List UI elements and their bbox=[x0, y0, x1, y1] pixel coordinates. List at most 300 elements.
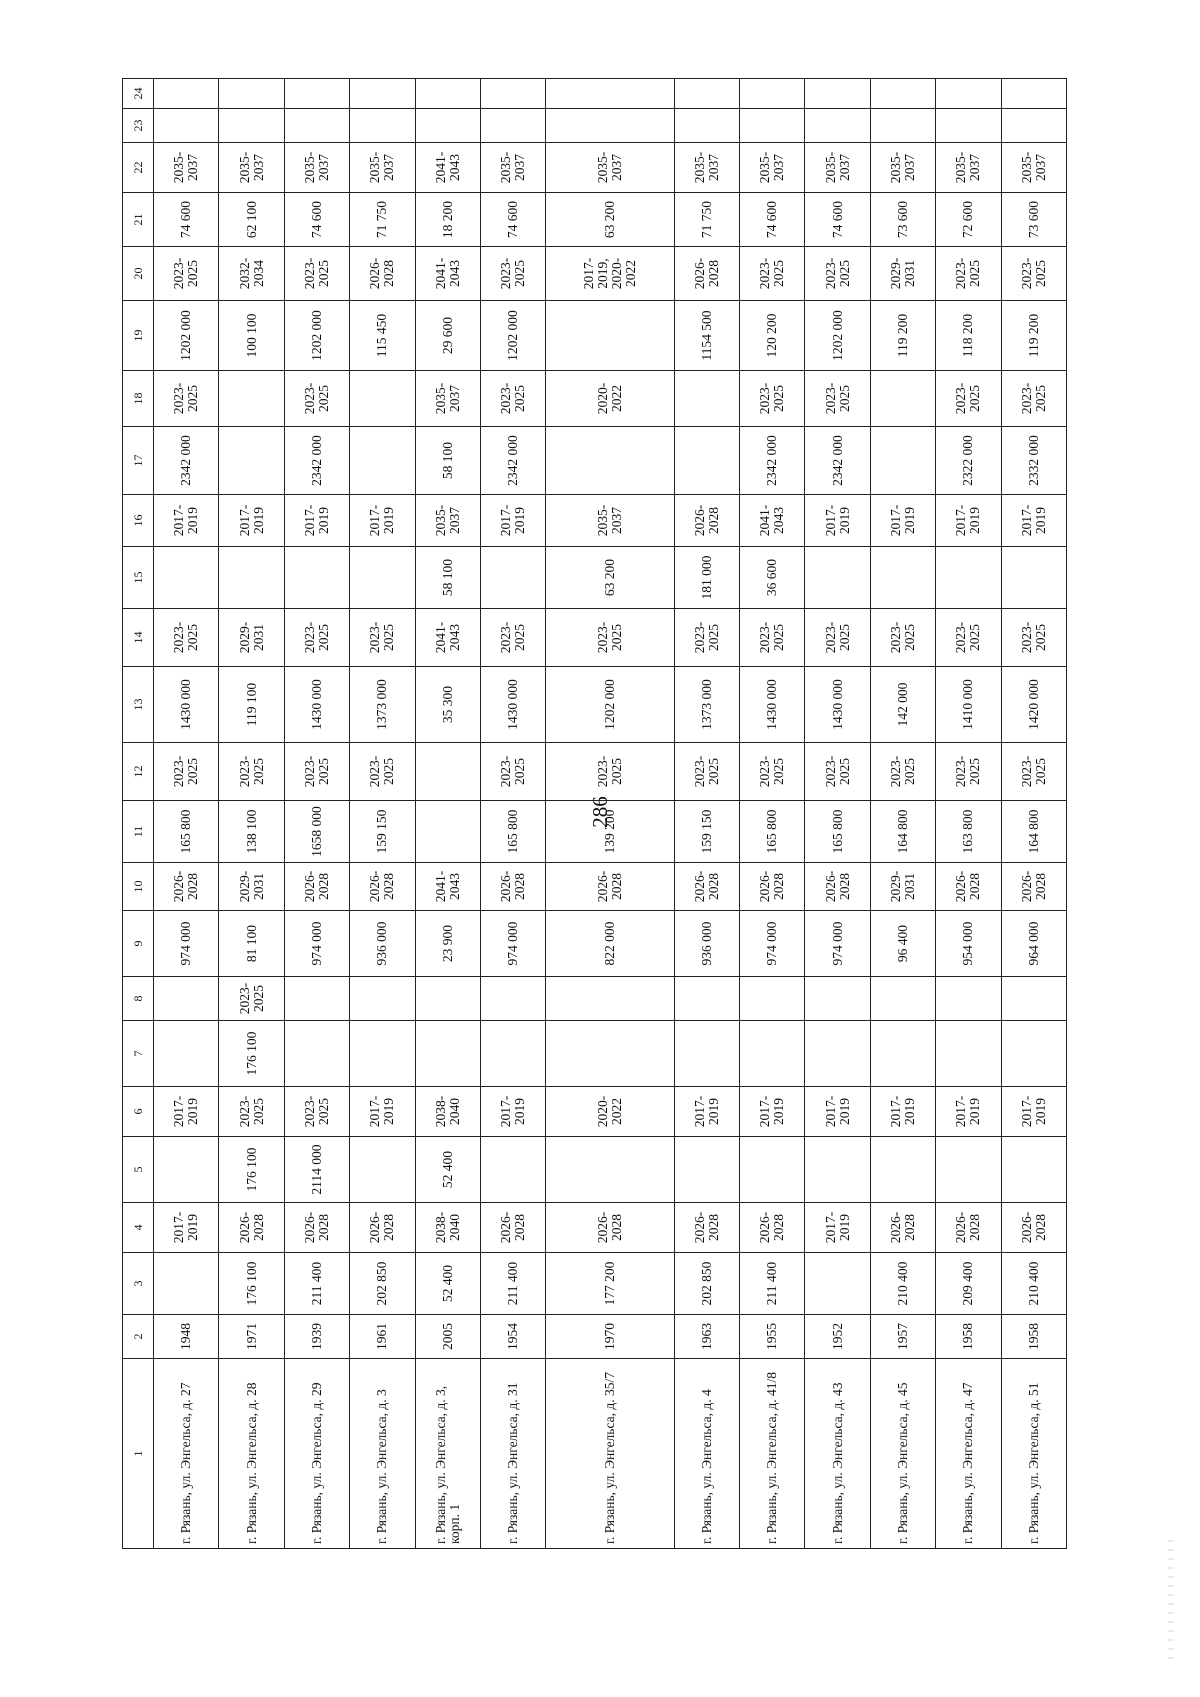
table-cell: 2023-2025 bbox=[674, 743, 739, 801]
table-cell: 2026-2028 bbox=[154, 863, 219, 911]
table-cell: 2038-2040 bbox=[415, 1087, 480, 1137]
table-cell bbox=[219, 427, 284, 495]
table-cell: 210 400 bbox=[1001, 1253, 1066, 1315]
build-year-cell: 1971 bbox=[219, 1315, 284, 1359]
address-cell: г. Рязань, ул. Энгельса, д. 47 bbox=[936, 1359, 1001, 1549]
column-number-19: 19 bbox=[123, 301, 154, 371]
table-cell bbox=[415, 801, 480, 863]
build-year-cell: 1939 bbox=[284, 1315, 349, 1359]
table-cell: 58 100 bbox=[415, 427, 480, 495]
table-cell bbox=[415, 79, 480, 109]
address-cell: г. Рязань, ул. Энгельса, д. 29 bbox=[284, 1359, 349, 1549]
table-cell bbox=[219, 547, 284, 609]
table-cell: 1420 000 bbox=[1001, 667, 1066, 743]
table-cell bbox=[674, 427, 739, 495]
table-row bbox=[674, 79, 739, 1549]
table-cell: 2023-2025 bbox=[480, 743, 545, 801]
table-row bbox=[219, 79, 284, 1549]
table-cell: 2023-2025 bbox=[284, 609, 349, 667]
table-row bbox=[870, 79, 935, 1549]
table-cell bbox=[480, 547, 545, 609]
table-cell bbox=[284, 547, 349, 609]
table-cell bbox=[870, 371, 935, 427]
column-number-13: 13 bbox=[123, 667, 154, 743]
table-cell: 2017-2019 bbox=[674, 1087, 739, 1137]
table-cell: 2023-2025 bbox=[870, 743, 935, 801]
table-row bbox=[805, 79, 870, 1549]
table-row bbox=[480, 79, 545, 1549]
column-number-6: 6 bbox=[123, 1087, 154, 1137]
table-cell: 2017-2019 bbox=[284, 495, 349, 547]
table-cell: 2017-2019 bbox=[480, 1087, 545, 1137]
table-cell: 2023-2025 bbox=[350, 743, 415, 801]
table-cell bbox=[415, 743, 480, 801]
table-cell: 2017-2019 bbox=[154, 1087, 219, 1137]
table-row bbox=[415, 79, 480, 1549]
table-cell: 2026-2028 bbox=[740, 863, 805, 911]
table-cell: 2114 000 bbox=[284, 1137, 349, 1203]
table-cell bbox=[154, 1137, 219, 1203]
table-cell: 2023-2025 bbox=[154, 247, 219, 301]
table-cell bbox=[154, 977, 219, 1021]
table-cell: 2023-2025 bbox=[154, 743, 219, 801]
table-cell: 2023-2025 bbox=[154, 371, 219, 427]
table-cell: 1430 000 bbox=[284, 667, 349, 743]
table-cell: 2026-2028 bbox=[546, 863, 674, 911]
table-cell bbox=[350, 977, 415, 1021]
table-cell: 2023-2025 bbox=[936, 371, 1001, 427]
column-number-16: 16 bbox=[123, 495, 154, 547]
table-cell bbox=[674, 371, 739, 427]
table-cell: 63 200 bbox=[546, 193, 674, 247]
table-cell: 29 600 bbox=[415, 301, 480, 371]
table-cell bbox=[219, 109, 284, 143]
table-cell: 164 800 bbox=[870, 801, 935, 863]
table-cell: 2342 000 bbox=[740, 427, 805, 495]
table-row bbox=[284, 79, 349, 1549]
table-cell bbox=[415, 1021, 480, 1087]
column-number-3: 3 bbox=[123, 1253, 154, 1315]
table-cell: 2020-2022 bbox=[546, 371, 674, 427]
table-row bbox=[154, 79, 219, 1549]
table-cell bbox=[284, 109, 349, 143]
table-cell: 2023-2025 bbox=[1001, 609, 1066, 667]
table-cell: 2035-2037 bbox=[805, 143, 870, 193]
column-number-23: 23 bbox=[123, 109, 154, 143]
table-row bbox=[936, 79, 1001, 1549]
table-cell: 2023-2025 bbox=[740, 743, 805, 801]
table-cell: 964 000 bbox=[1001, 911, 1066, 977]
table-cell: 62 100 bbox=[219, 193, 284, 247]
table-cell: 974 000 bbox=[740, 911, 805, 977]
column-number-15: 15 bbox=[123, 547, 154, 609]
table-cell bbox=[936, 1137, 1001, 1203]
page-number: 286 bbox=[588, 796, 612, 828]
address-cell: г. Рязань, ул. Энгельса, д. 43 bbox=[805, 1359, 870, 1549]
table-cell bbox=[740, 109, 805, 143]
scan-artifact bbox=[1168, 1540, 1174, 1660]
table-cell: 176 100 bbox=[219, 1137, 284, 1203]
build-year-cell: 1961 bbox=[350, 1315, 415, 1359]
column-number-10: 10 bbox=[123, 863, 154, 911]
table-cell: 2017-2019 bbox=[936, 1087, 1001, 1137]
table-cell: 2035-2037 bbox=[1001, 143, 1066, 193]
address-cell: г. Рязань, ул. Энгельса, д. 3, корп. 1 bbox=[415, 1359, 480, 1549]
table-cell: 1430 000 bbox=[740, 667, 805, 743]
table-cell: 2023-2025 bbox=[1001, 743, 1066, 801]
table-cell: 2035-2037 bbox=[350, 143, 415, 193]
table-cell bbox=[350, 371, 415, 427]
table-cell: 2026-2028 bbox=[219, 1203, 284, 1253]
table-cell: 176 100 bbox=[219, 1021, 284, 1087]
table-cell bbox=[870, 79, 935, 109]
table-cell: 2023-2025 bbox=[350, 609, 415, 667]
table-cell: 1202 000 bbox=[805, 301, 870, 371]
table-cell: 1658 000 bbox=[284, 801, 349, 863]
table-cell: 2023-2025 bbox=[284, 743, 349, 801]
table-cell bbox=[870, 977, 935, 1021]
table-cell: 2017-2019 bbox=[480, 495, 545, 547]
table-cell: 71 750 bbox=[674, 193, 739, 247]
table-cell: 2017-2019 bbox=[805, 1203, 870, 1253]
table-cell bbox=[805, 1253, 870, 1315]
table-cell: 2026-2028 bbox=[870, 1203, 935, 1253]
table-cell: 2017-2019 bbox=[350, 495, 415, 547]
table-cell bbox=[936, 109, 1001, 143]
table-cell: 181 000 bbox=[674, 547, 739, 609]
column-number-17: 17 bbox=[123, 427, 154, 495]
table-cell: 96 400 bbox=[870, 911, 935, 977]
table-cell bbox=[674, 109, 739, 143]
table-cell: 2023-2025 bbox=[936, 743, 1001, 801]
build-year-cell: 1958 bbox=[936, 1315, 1001, 1359]
table-cell: 2026-2028 bbox=[1001, 1203, 1066, 1253]
table-cell: 211 400 bbox=[480, 1253, 545, 1315]
table-cell: 2041-2043 bbox=[415, 247, 480, 301]
table-cell: 73 600 bbox=[870, 193, 935, 247]
table-cell: 23 900 bbox=[415, 911, 480, 977]
table-cell: 2023-2025 bbox=[546, 743, 674, 801]
table-cell bbox=[805, 109, 870, 143]
table-cell bbox=[350, 1021, 415, 1087]
table-cell: 18 200 bbox=[415, 193, 480, 247]
table-cell: 1430 000 bbox=[805, 667, 870, 743]
table-cell: 2035-2037 bbox=[870, 143, 935, 193]
table-cell: 2035-2037 bbox=[219, 143, 284, 193]
build-year-cell: 1963 bbox=[674, 1315, 739, 1359]
table-cell: 2017-2019 bbox=[154, 495, 219, 547]
table-cell: 2342 000 bbox=[480, 427, 545, 495]
table-cell: 2041-2043 bbox=[415, 609, 480, 667]
table-cell: 177 200 bbox=[546, 1253, 674, 1315]
table-cell: 119 200 bbox=[870, 301, 935, 371]
table-cell: 165 800 bbox=[805, 801, 870, 863]
table-cell bbox=[1001, 1021, 1066, 1087]
table-cell: 159 150 bbox=[350, 801, 415, 863]
table-cell bbox=[350, 547, 415, 609]
table-cell bbox=[154, 1253, 219, 1315]
table-cell: 2026-2028 bbox=[805, 863, 870, 911]
table-cell bbox=[219, 371, 284, 427]
column-number-14: 14 bbox=[123, 609, 154, 667]
table-cell: 2026-2028 bbox=[1001, 863, 1066, 911]
table-cell: 2026-2028 bbox=[674, 495, 739, 547]
table-cell: 974 000 bbox=[480, 911, 545, 977]
table-cell bbox=[936, 547, 1001, 609]
table-cell: 2041-2043 bbox=[415, 143, 480, 193]
table-cell: 2023-2025 bbox=[480, 609, 545, 667]
table-cell: 2041-2043 bbox=[740, 495, 805, 547]
table-cell: 2026-2028 bbox=[674, 863, 739, 911]
build-year-cell: 1952 bbox=[805, 1315, 870, 1359]
table-cell: 52 400 bbox=[415, 1253, 480, 1315]
table-cell: 2017-2019 bbox=[1001, 1087, 1066, 1137]
table-cell: 2023-2025 bbox=[740, 609, 805, 667]
table-cell: 2023-2025 bbox=[674, 609, 739, 667]
table-cell: 165 800 bbox=[154, 801, 219, 863]
table-cell: 2029-2031 bbox=[219, 609, 284, 667]
column-number-7: 7 bbox=[123, 1021, 154, 1087]
table-cell: 2035-2037 bbox=[546, 143, 674, 193]
table-cell bbox=[546, 1137, 674, 1203]
table-cell bbox=[805, 1021, 870, 1087]
table-cell: 2023-2025 bbox=[1001, 247, 1066, 301]
table-cell: 2035-2037 bbox=[415, 371, 480, 427]
table-cell: 936 000 bbox=[350, 911, 415, 977]
table-cell: 2026-2028 bbox=[674, 247, 739, 301]
address-cell: г. Рязань, ул. Энгельса, д. 27 bbox=[154, 1359, 219, 1549]
table-cell bbox=[480, 109, 545, 143]
address-cell: г. Рязань, ул. Энгельса, д. 51 bbox=[1001, 1359, 1066, 1549]
table-cell bbox=[674, 79, 739, 109]
table-cell: 176 100 bbox=[219, 1253, 284, 1315]
table-cell bbox=[805, 79, 870, 109]
table-cell: 2038-2040 bbox=[415, 1203, 480, 1253]
table-cell bbox=[284, 1021, 349, 1087]
table-cell: 2023-2025 bbox=[480, 247, 545, 301]
table-cell bbox=[154, 547, 219, 609]
table-cell: 164 800 bbox=[1001, 801, 1066, 863]
column-number-21: 21 bbox=[123, 193, 154, 247]
table-cell bbox=[936, 79, 1001, 109]
table-cell bbox=[870, 1021, 935, 1087]
table-cell: 63 200 bbox=[546, 547, 674, 609]
table-cell bbox=[480, 1137, 545, 1203]
table-cell: 74 600 bbox=[740, 193, 805, 247]
build-year-cell: 1954 bbox=[480, 1315, 545, 1359]
table-cell: 163 800 bbox=[936, 801, 1001, 863]
table-cell: 954 000 bbox=[936, 911, 1001, 977]
table-cell: 2035-2037 bbox=[740, 143, 805, 193]
table-cell: 2026-2028 bbox=[674, 1203, 739, 1253]
table-cell bbox=[415, 109, 480, 143]
table-cell: 2023-2025 bbox=[805, 371, 870, 427]
table-cell: 2029-2031 bbox=[219, 863, 284, 911]
table-cell: 2023-2025 bbox=[936, 609, 1001, 667]
table-cell: 2026-2028 bbox=[546, 1203, 674, 1253]
table-cell bbox=[740, 1137, 805, 1203]
table-cell: 165 800 bbox=[740, 801, 805, 863]
table-cell: 2017-2019 bbox=[219, 495, 284, 547]
table-cell: 2026-2028 bbox=[350, 863, 415, 911]
table-cell bbox=[480, 79, 545, 109]
table-row bbox=[1001, 79, 1066, 1549]
table-cell: 2023-2025 bbox=[740, 371, 805, 427]
table-cell: 211 400 bbox=[284, 1253, 349, 1315]
table-cell: 210 400 bbox=[870, 1253, 935, 1315]
table-cell: 35 300 bbox=[415, 667, 480, 743]
table-cell: 58 100 bbox=[415, 547, 480, 609]
table-cell: 1373 000 bbox=[674, 667, 739, 743]
table-cell: 2023-2025 bbox=[805, 743, 870, 801]
table-cell: 2035-2037 bbox=[546, 495, 674, 547]
table-row bbox=[740, 79, 805, 1549]
table-cell: 2017-2019 bbox=[740, 1087, 805, 1137]
table-cell bbox=[740, 79, 805, 109]
table-cell: 2023-2025 bbox=[219, 1087, 284, 1137]
build-year-cell: 1957 bbox=[870, 1315, 935, 1359]
table-cell: 822 000 bbox=[546, 911, 674, 977]
address-cell: г. Рязань, ул. Энгельса, д. 28 bbox=[219, 1359, 284, 1549]
table-cell: 74 600 bbox=[480, 193, 545, 247]
table-cell: 202 850 bbox=[350, 1253, 415, 1315]
table-cell: 2017-2019 bbox=[805, 1087, 870, 1137]
column-number-24: 24 bbox=[123, 79, 154, 109]
table-cell: 100 100 bbox=[219, 301, 284, 371]
table-cell bbox=[936, 977, 1001, 1021]
table-cell: 2017-2019 bbox=[805, 495, 870, 547]
table-row bbox=[350, 79, 415, 1549]
table-cell: 2035-2037 bbox=[284, 143, 349, 193]
build-year-cell: 2005 bbox=[415, 1315, 480, 1359]
table-cell bbox=[740, 1021, 805, 1087]
table-cell bbox=[219, 79, 284, 109]
table-cell bbox=[415, 977, 480, 1021]
column-number-11: 11 bbox=[123, 801, 154, 863]
table-body bbox=[154, 79, 1067, 1549]
table-cell: 211 400 bbox=[740, 1253, 805, 1315]
table-cell: 1430 000 bbox=[154, 667, 219, 743]
table-cell: 202 850 bbox=[674, 1253, 739, 1315]
table-cell: 2017-2019, 2020-2022 bbox=[546, 247, 674, 301]
table-cell: 2023-2025 bbox=[154, 609, 219, 667]
table-cell bbox=[1001, 109, 1066, 143]
table-cell: 974 000 bbox=[284, 911, 349, 977]
table-cell bbox=[350, 109, 415, 143]
table-cell bbox=[350, 79, 415, 109]
column-number-20: 20 bbox=[123, 247, 154, 301]
table-cell: 1202 000 bbox=[154, 301, 219, 371]
table-cell: 119 100 bbox=[219, 667, 284, 743]
column-number-22: 22 bbox=[123, 143, 154, 193]
table-cell: 81 100 bbox=[219, 911, 284, 977]
table-cell bbox=[805, 1137, 870, 1203]
table-cell bbox=[674, 1021, 739, 1087]
table-cell: 2023-2025 bbox=[546, 609, 674, 667]
table-cell bbox=[1001, 1137, 1066, 1203]
table-cell: 2041-2043 bbox=[415, 863, 480, 911]
table-cell: 2017-2019 bbox=[350, 1087, 415, 1137]
table-cell bbox=[1001, 79, 1066, 109]
table-cell: 71 750 bbox=[350, 193, 415, 247]
table-cell: 2023-2025 bbox=[219, 977, 284, 1021]
table-cell: 2029-2031 bbox=[870, 247, 935, 301]
table-cell: 2017-2019 bbox=[1001, 495, 1066, 547]
table-cell bbox=[284, 79, 349, 109]
table-cell: 1202 000 bbox=[480, 301, 545, 371]
table-cell: 36 600 bbox=[740, 547, 805, 609]
table-cell: 2023-2025 bbox=[219, 743, 284, 801]
table-cell: 1373 000 bbox=[350, 667, 415, 743]
table-cell bbox=[870, 427, 935, 495]
table-cell: 74 600 bbox=[805, 193, 870, 247]
build-year-cell: 1970 bbox=[546, 1315, 674, 1359]
table-cell: 2023-2025 bbox=[284, 371, 349, 427]
table-cell: 118 200 bbox=[936, 301, 1001, 371]
table-cell: 2342 000 bbox=[284, 427, 349, 495]
table-cell: 2017-2019 bbox=[870, 1087, 935, 1137]
table-cell bbox=[870, 109, 935, 143]
table-cell: 119 200 bbox=[1001, 301, 1066, 371]
table-cell: 2023-2025 bbox=[870, 609, 935, 667]
table-cell: 120 200 bbox=[740, 301, 805, 371]
table-cell: 1202 000 bbox=[284, 301, 349, 371]
table-cell bbox=[154, 1021, 219, 1087]
table-cell: 2023-2025 bbox=[936, 247, 1001, 301]
table-cell: 1202 000 bbox=[546, 667, 674, 743]
table-cell: 2020-2022 bbox=[546, 1087, 674, 1137]
table-cell: 2026-2028 bbox=[350, 1203, 415, 1253]
table-cell: 2026-2028 bbox=[350, 247, 415, 301]
table-cell: 2026-2028 bbox=[936, 863, 1001, 911]
table-cell: 165 800 bbox=[480, 801, 545, 863]
capital-repair-table bbox=[122, 78, 1067, 1549]
table-cell bbox=[870, 1137, 935, 1203]
table-cell bbox=[1001, 977, 1066, 1021]
table-cell: 138 100 bbox=[219, 801, 284, 863]
table-cell: 1430 000 bbox=[480, 667, 545, 743]
table-cell bbox=[284, 977, 349, 1021]
column-number-4: 4 bbox=[123, 1203, 154, 1253]
table-cell bbox=[805, 547, 870, 609]
table-cell: 974 000 bbox=[805, 911, 870, 977]
table-cell: 74 600 bbox=[284, 193, 349, 247]
table-cell bbox=[674, 977, 739, 1021]
table-cell: 115 450 bbox=[350, 301, 415, 371]
column-number-9: 9 bbox=[123, 911, 154, 977]
table-cell bbox=[1001, 547, 1066, 609]
table-cell: 2035-2037 bbox=[415, 495, 480, 547]
table-cell bbox=[546, 977, 674, 1021]
table-cell bbox=[546, 1021, 674, 1087]
table-cell bbox=[480, 1021, 545, 1087]
table-cell: 2017-2019 bbox=[936, 495, 1001, 547]
table-cell: 2026-2028 bbox=[740, 1203, 805, 1253]
address-cell: г. Рязань, ул. Энгельса, д. 35/7 bbox=[546, 1359, 674, 1549]
table-cell: 2035-2037 bbox=[936, 143, 1001, 193]
address-cell: г. Рязань, ул. Энгельса, д. 31 bbox=[480, 1359, 545, 1549]
table-cell: 142 000 bbox=[870, 667, 935, 743]
table-cell: 2026-2028 bbox=[284, 1203, 349, 1253]
table-cell bbox=[870, 547, 935, 609]
table-cell: 974 000 bbox=[154, 911, 219, 977]
table-cell: 2023-2025 bbox=[284, 1087, 349, 1137]
table-cell: 2023-2025 bbox=[284, 247, 349, 301]
table-cell: 2032-2034 bbox=[219, 247, 284, 301]
table-cell: 209 400 bbox=[936, 1253, 1001, 1315]
table-cell: 2023-2025 bbox=[805, 609, 870, 667]
table-cell: 936 000 bbox=[674, 911, 739, 977]
